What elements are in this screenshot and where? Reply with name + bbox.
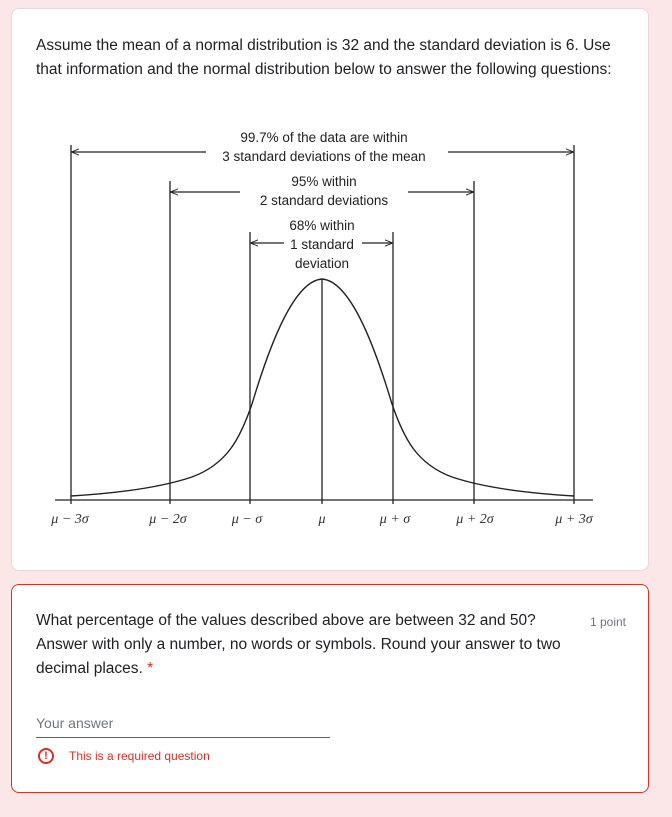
error-icon: ! <box>38 748 54 764</box>
normal-distribution-figure <box>12 9 650 572</box>
error-text: This is a required question <box>69 749 210 763</box>
question-card <box>11 584 649 793</box>
tick-label-mu-minus-sigma: μ − σ <box>231 512 263 527</box>
required-asterisk: * <box>147 660 154 677</box>
tick-label-mu-plus-3sigma: μ + 3σ <box>555 512 593 527</box>
description-card <box>11 8 649 571</box>
required-error <box>38 748 210 764</box>
annotation-1sd-line2: 1 standard <box>290 237 354 252</box>
tick-label-mu-plus-2sigma: μ + 2σ <box>456 512 494 527</box>
annotation-3sd-line2: 3 standard deviations of the mean <box>222 149 426 164</box>
tick-label-mu-plus-sigma: μ + σ <box>379 512 411 527</box>
points-label: 1 point <box>589 615 626 629</box>
annotation-3sd-line1: 99.7% of the data are within <box>240 130 408 145</box>
intro-text: Assume the mean of a normal distribution is 32 and the standard deviation is 6. Use that information and the normal distribution below to answer the following questions: <box>36 37 612 78</box>
annotation-2sd-line2: 2 standard deviations <box>259 193 389 208</box>
question-text: What percentage of the values described above are between 32 and 50? Answer with only a number, no words or symbols. Round your answer to two decimal places. <box>36 612 561 677</box>
annotation-2sd-line1: 95% within <box>291 174 357 189</box>
annotation-1sd-line3: deviation <box>294 256 350 271</box>
tick-label-mu-minus-2sigma: μ − 2σ <box>149 512 187 527</box>
annotation-1sd-line1: 68% within <box>289 218 355 233</box>
answer-input[interactable] <box>36 712 330 738</box>
question-title <box>36 609 576 681</box>
tick-label-mu-minus-3sigma: μ − 3σ <box>51 512 89 527</box>
tick-label-mu: μ <box>318 512 326 527</box>
